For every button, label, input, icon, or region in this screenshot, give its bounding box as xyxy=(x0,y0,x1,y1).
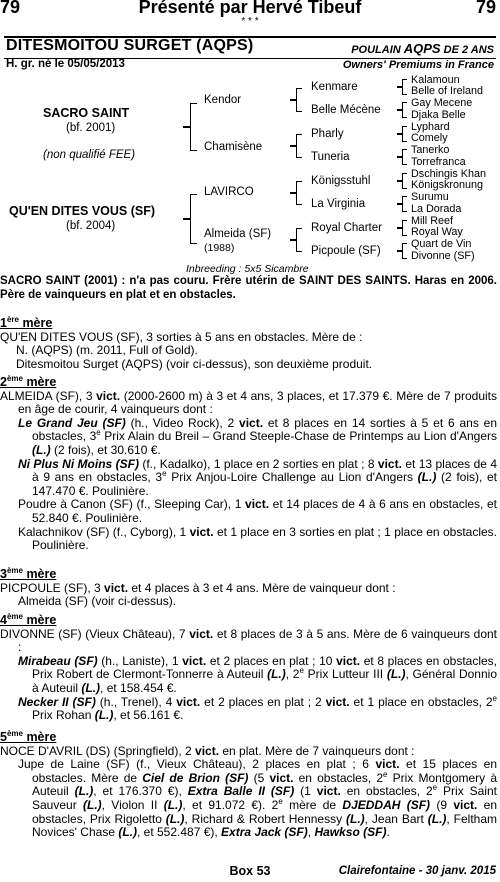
gen4-15: Quart de Vin xyxy=(411,238,472,250)
gen4-8: Torrefranca xyxy=(411,156,466,168)
gen4-10: Königskronung xyxy=(411,179,484,191)
gen3-8: Picpoule (SF) xyxy=(311,245,381,257)
gen4-9: Dschingis Khan xyxy=(411,168,487,180)
gen4-3: Gay Mecene xyxy=(411,97,473,109)
sire-year: (bf. 2001) xyxy=(66,122,116,134)
section-fourth-dam: 4ème mère DIVONNE (SF) (Vieux Château), 7 vict. et 8 places de 3 à 5 ans. Mère de 6 vainqueurs dont : Mirabeau (SF) (h., Laniste), 1 vict. et 2 places en plat ; 10 vict. et 8 places en obstacles, Prix Robert de Clermont-Tonnerre à Auteuil (L.), 2e Prix Lutteur III (L.), Général Donnio à Auteuil (L.), et 158.454 €. Necker II (SF) (h., Trenel), 4 vict. et 2 places en plat ; 2 vict. et 1 place en obstacles, 2e Prix Rohan (L.), et 56.161 €. xyxy=(0,611,498,723)
dam-dam: Almeida (SF) xyxy=(204,228,272,240)
gen3-1: Kenmare xyxy=(311,81,358,93)
section-title: 5ème mère xyxy=(0,728,57,744)
dam-name: QU'EN DITES VOUS (SF) xyxy=(9,204,156,218)
gen3-6: La Virginia xyxy=(311,198,366,210)
dam-dam-year: (1988) xyxy=(204,242,235,254)
sire-dam: Chamisène xyxy=(204,141,263,153)
gen4-14: Royal Way xyxy=(411,226,463,238)
aqps-label: AQPS xyxy=(403,41,441,56)
gen4-2: Belle of Ireland xyxy=(411,85,484,97)
sire-note: (non qualifié FEE) xyxy=(43,149,136,161)
page-title: Présenté par Hervé Tibeuf xyxy=(138,0,362,17)
horse-coat-birth: H. gr. né le 05/05/2013 xyxy=(6,58,125,70)
bracket-dam xyxy=(190,194,197,244)
gen4-13: Mill Reef xyxy=(411,215,453,227)
sire-sire: Kendor xyxy=(204,94,242,106)
section-title: 2ème mère xyxy=(0,373,57,389)
page-number-left: 79 xyxy=(0,0,21,17)
sale-info: Clairefontaine - 30 janv. 2015 xyxy=(338,865,496,877)
gen4-16: Divonne (SF) xyxy=(411,250,475,262)
gen4-7: Tanerko xyxy=(411,144,450,156)
gen4-4: Djaka Belle xyxy=(411,109,466,121)
horse-sex-label: POULAIN AQPS DE 2 ANS xyxy=(351,41,494,56)
horse-name: DITESMOITOU SURGET (AQPS) xyxy=(6,37,254,54)
section-title: 3ème mère xyxy=(0,565,57,581)
page-number-right: 79 xyxy=(475,0,496,17)
gen4-6: Comely xyxy=(411,132,448,144)
owners-premiums: Owners' Premiums in France xyxy=(342,59,494,71)
stars-divider: * * * xyxy=(241,16,259,27)
inbreeding: Inbreeding : 5x5 Sicambre xyxy=(186,263,309,275)
sire-note-paragraph: SACRO SAINT (2001) : n'a pas couru. Frère utérin de SAINT DES SAINTS. Haras en 2006. Père de vainqueurs en plat et en obstacles. xyxy=(0,275,497,301)
gen3-2: Belle Mécène xyxy=(311,104,381,116)
gen3-7: Royal Charter xyxy=(311,222,382,234)
gen3-4: Tuneria xyxy=(311,151,350,163)
dam-year: (bf. 2004) xyxy=(66,220,116,232)
box-number: Box 53 xyxy=(229,864,271,878)
section-fifth-dam: 5ème mère NOCE D'AVRIL (DS) (Springfield), 2 vict. en plat. Mère de 7 vainqueurs dont : Jupe de Laine (SF) (f., Vieux Château), 2 places en plat ; 6 vict. et 15 places en obstacles. Mère de Ciel de Brion (SF) (5 vict. en obstacles, 2e Prix Montgomery à Auteuil (L.), et 176.370 €), Extra Balle II (SF) (1 vict. en obstacles, 2e Prix Saint Sauveur (L.), Violon II (L.), et 91.072 €). 2e mère de DJEDDAH (SF) (9 vict. en obstacles, Prix Rigoletto (L.), Richard & Robert Hennessy (L.), Jean Bart (L.), Feltham Novices' Chase (L.), et 552.487 €), Extra Jack (SF), Hawkso (SF). xyxy=(0,728,498,840)
section-second-dam: 2ème mère ALMEIDA (SF), 3 vict. (2000-2600 m) à 3 et 4 ans, 3 places, et 17.379 €. Mère de 7 produits en âge de courir, 4 vainqueurs dont : Le Grand Jeu (SF) (h., Video Rock), 2 vict. et 8 places en 14 sorties à 5 et 6 ans en obstacles, 3e Prix Alain du Breil – Grand Steeple-Chase de Printemps au Lion d'Angers (L.) (2 fois), et 30.610 €. Ni Plus Ni Moins (SF) (f., Kadalko), 1 place en 2 sorties en plat ; 8 vict. et 13 places de 4 à 9 ans en obstacles, 3e Prix Anjou-Loire Challenge au Lion d'Angers (L.) (2 fois), et 147.470 €. Poulinière. Poudre à Canon (SF) (f., Sleeping Car), 1 vict. et 14 places de 4 à 6 ans en obstacles, et 52.840 €. Poulinière. Kalachnikov (SF) (f., Cyborg), 1 vict. et 1 place en 3 sorties en plat ; 1 place en obstacles. Poulinière. xyxy=(0,373,498,553)
gen4-1: Kalamoun xyxy=(411,74,460,86)
dam-sire: LAVIRCO xyxy=(204,186,254,198)
sire-name: SACRO SAINT xyxy=(43,106,130,120)
section-third-dam: 3ème mère PICPOULE (SF), 3 vict. et 4 places à 3 et 4 ans. Mère de vainqueur dont : Almeida (SF) (voir ci-dessus). xyxy=(0,568,497,609)
gen4-12: La Dorada xyxy=(411,203,462,215)
bracket-sire xyxy=(190,103,197,151)
gen4-11: Surumu xyxy=(411,191,449,203)
section-title: 4ème mère xyxy=(0,611,57,627)
section-first-dam: 1ère mère QU'EN DITES VOUS (SF), 3 sorties à 5 ans en obstacles. Mère de : N. (AQPS) (m. 2011, Full of Gold). Ditesmoitou Surget (AQPS) (voir ci-dessus), son deuxième produit. xyxy=(0,317,497,371)
gen3-5: Königsstuhl xyxy=(311,175,371,187)
section-title: 1ère mère xyxy=(0,314,53,330)
gen3-3: Pharly xyxy=(311,128,344,140)
gen4-5: Lyphard xyxy=(411,121,450,133)
